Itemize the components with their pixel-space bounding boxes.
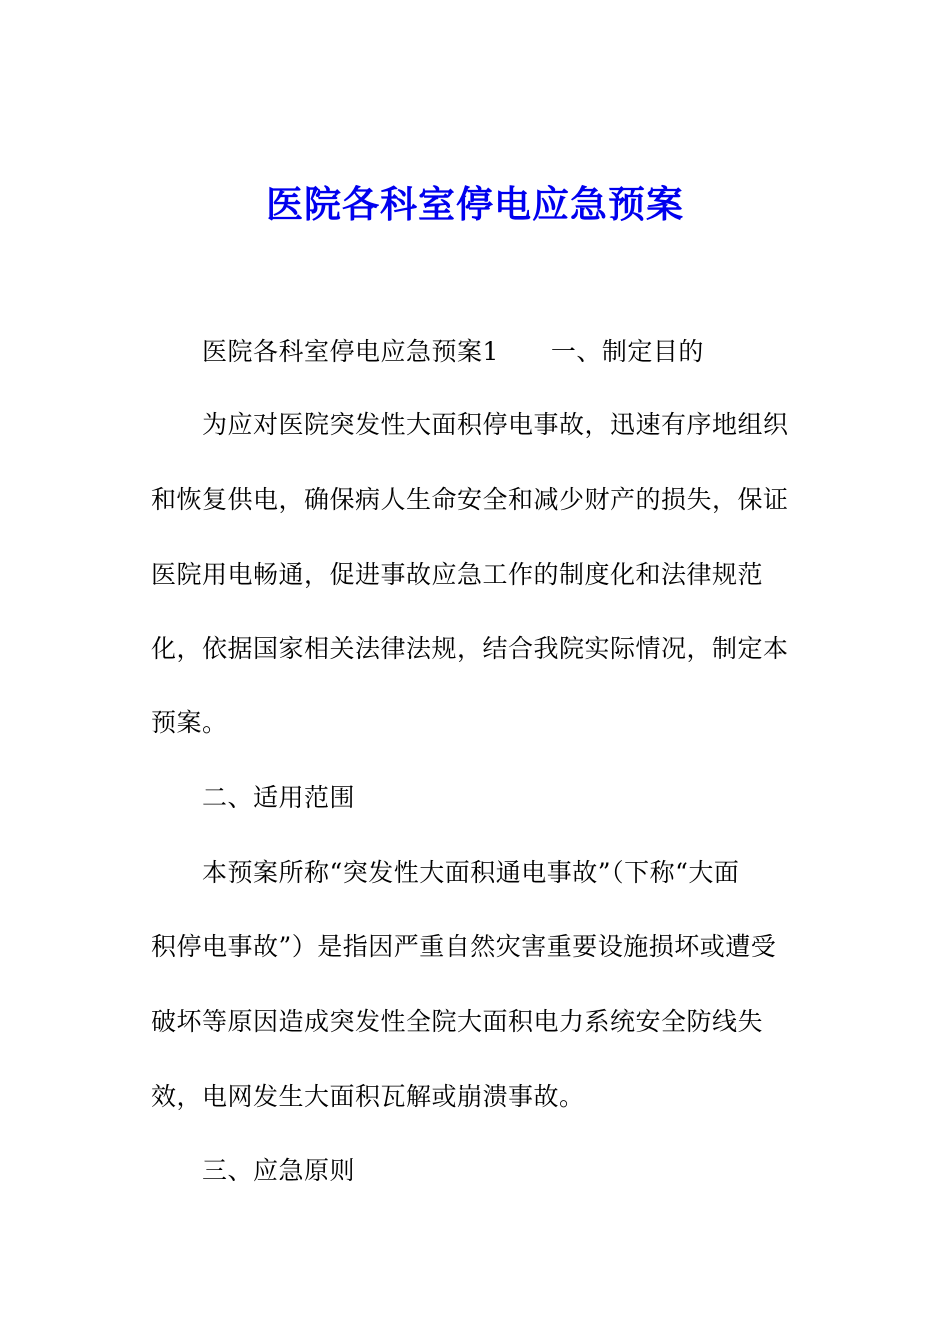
section-heading-purpose: 一、制定目的 [550,337,704,366]
document-title: 医院各科室停电应急预案 [266,182,684,226]
paragraph-line: 预案。 [151,708,228,737]
paragraph-line: 和恢复供电，确保病人生命安全和减少财产的损失，保证 [151,485,789,514]
paragraph-line: 破坏等原因造成突发性全院大面积电力系统安全防线失 [151,1007,764,1036]
paragraph-line [202,334,704,370]
section-heading-scope: 二、适用范围 [202,783,356,812]
section-heading-principles: 三、应急原则 [202,1156,356,1185]
paragraph-line: 效，电网发生大面积瓦解或崩溃事故。 [151,1082,585,1111]
paragraph-line: 医院用电畅通，促进事故应急工作的制度化和法律规范 [151,560,764,589]
paragraph-line: 化，依据国家相关法律法规，结合我院实际情况，制定本 [151,634,789,663]
paragraph-line: 为应对医院突发性大面积停电事故，迅速有序地组织 [202,410,789,439]
paragraph-line: 本预案所称“突发性大面积通电事故”（下称“大面 [202,858,740,887]
paragraph-line: 积停电事故”）是指因严重自然灾害重要设施损坏或遭受 [151,932,777,961]
plan-heading-text: 医院各科室停电应急预案1 [202,337,499,366]
